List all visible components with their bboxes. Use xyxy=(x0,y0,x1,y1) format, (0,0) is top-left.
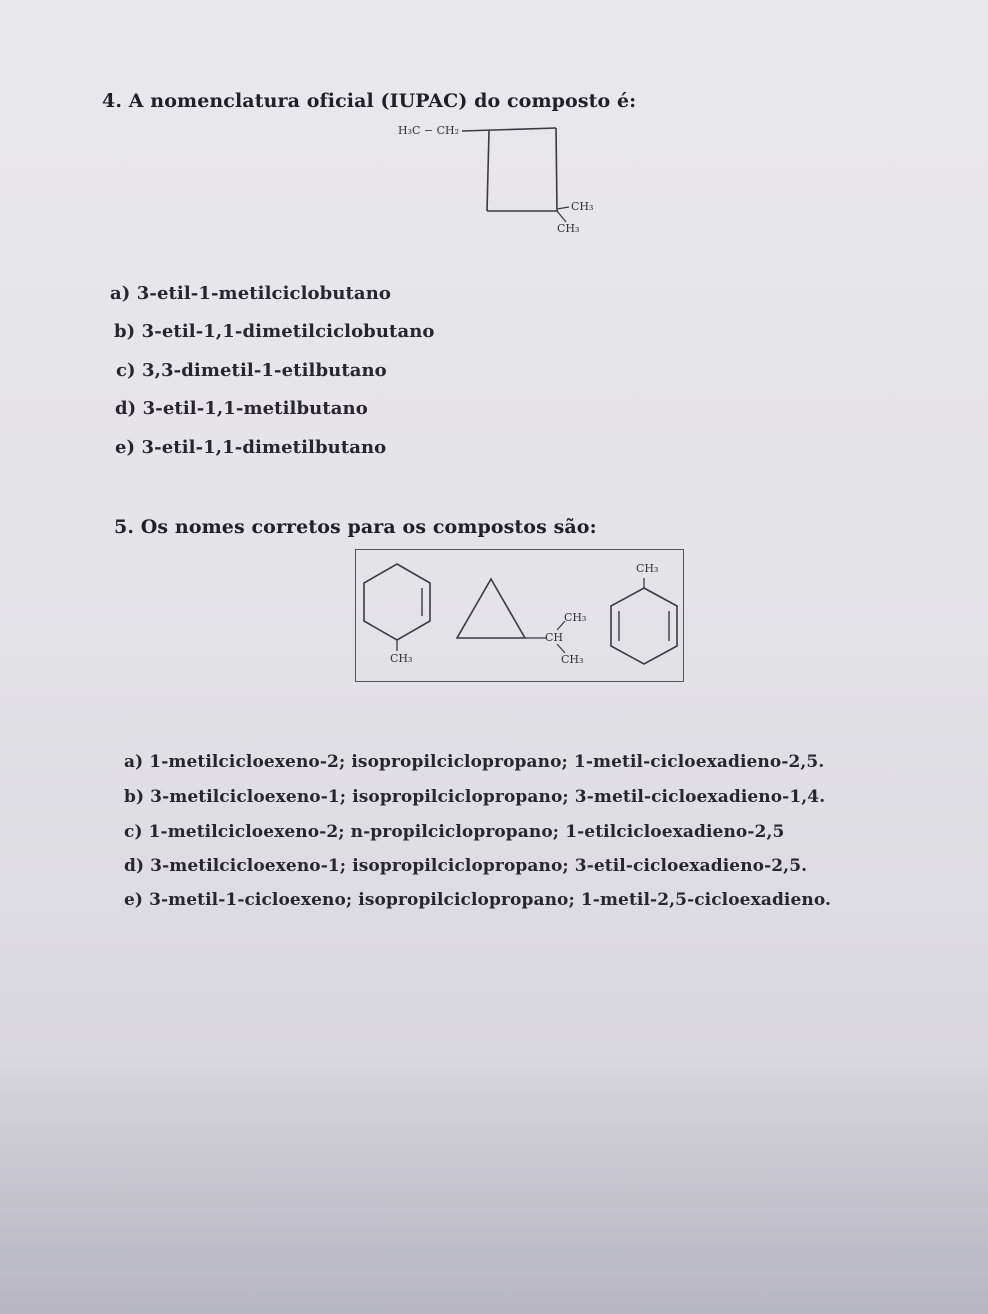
q4-option-d: d) 3-etil-1,1-metilbutano xyxy=(115,398,368,419)
ring2-ch-label: CH xyxy=(545,631,564,644)
q5-option-e: e) 3-metil-1-cicloexeno; isopropilciclopropano; 1-metil-2,5-cicloexadieno. xyxy=(124,890,832,910)
methyl-bottom-label: CH₃ xyxy=(557,222,580,235)
ring2-methyl-bottom-label: CH₃ xyxy=(561,653,584,666)
q5-option-d: d) 3-metilcicloexeno-1; isopropilciclopropano; 3-etil-cicloexadieno-2,5. xyxy=(124,856,808,876)
q4-option-e: e) 3-etil-1,1-dimetilbutano xyxy=(115,437,387,458)
ring2-methyl-top-label: CH₃ xyxy=(564,611,587,624)
cyclohexene-ring xyxy=(364,564,430,651)
q5-option-a: a) 1-metilcicloexeno-2; isopropilciclopropano; 1-metil-cicloexadieno-2,5. xyxy=(124,752,825,772)
q4-option-c: c) 3,3-dimetil-1-etilbutano xyxy=(116,360,387,381)
question-5-title: 5. Os nomes corretos para os compostos são: xyxy=(114,516,597,538)
q5-option-c: c) 1-metilcicloexeno-2; n-propilciclopropano; 1-etilcicloexadieno-2,5 xyxy=(124,822,785,842)
methyl-side-label: CH₃ xyxy=(571,200,594,213)
page-shadow xyxy=(0,1054,988,1314)
cyclohexadiene-ring xyxy=(611,578,677,664)
q4-option-b: b) 3-etil-1,1-dimetilciclobutano xyxy=(114,321,435,342)
ring1-methyl-label: CH₃ xyxy=(390,652,413,665)
q5-option-b: b) 3-metilcicloexeno-1; isopropilciclopropano; 3-metil-cicloexadieno-1,4. xyxy=(124,787,826,807)
q4-option-a: a) 3-etil-1-metilciclobutano xyxy=(110,283,391,304)
question-4-title: 4. A nomenclatura oficial (IUPAC) do composto é: xyxy=(102,90,637,112)
ring3-methyl-label: CH₃ xyxy=(636,562,659,575)
ethyl-label: H₃C − CH₂ xyxy=(398,124,460,137)
